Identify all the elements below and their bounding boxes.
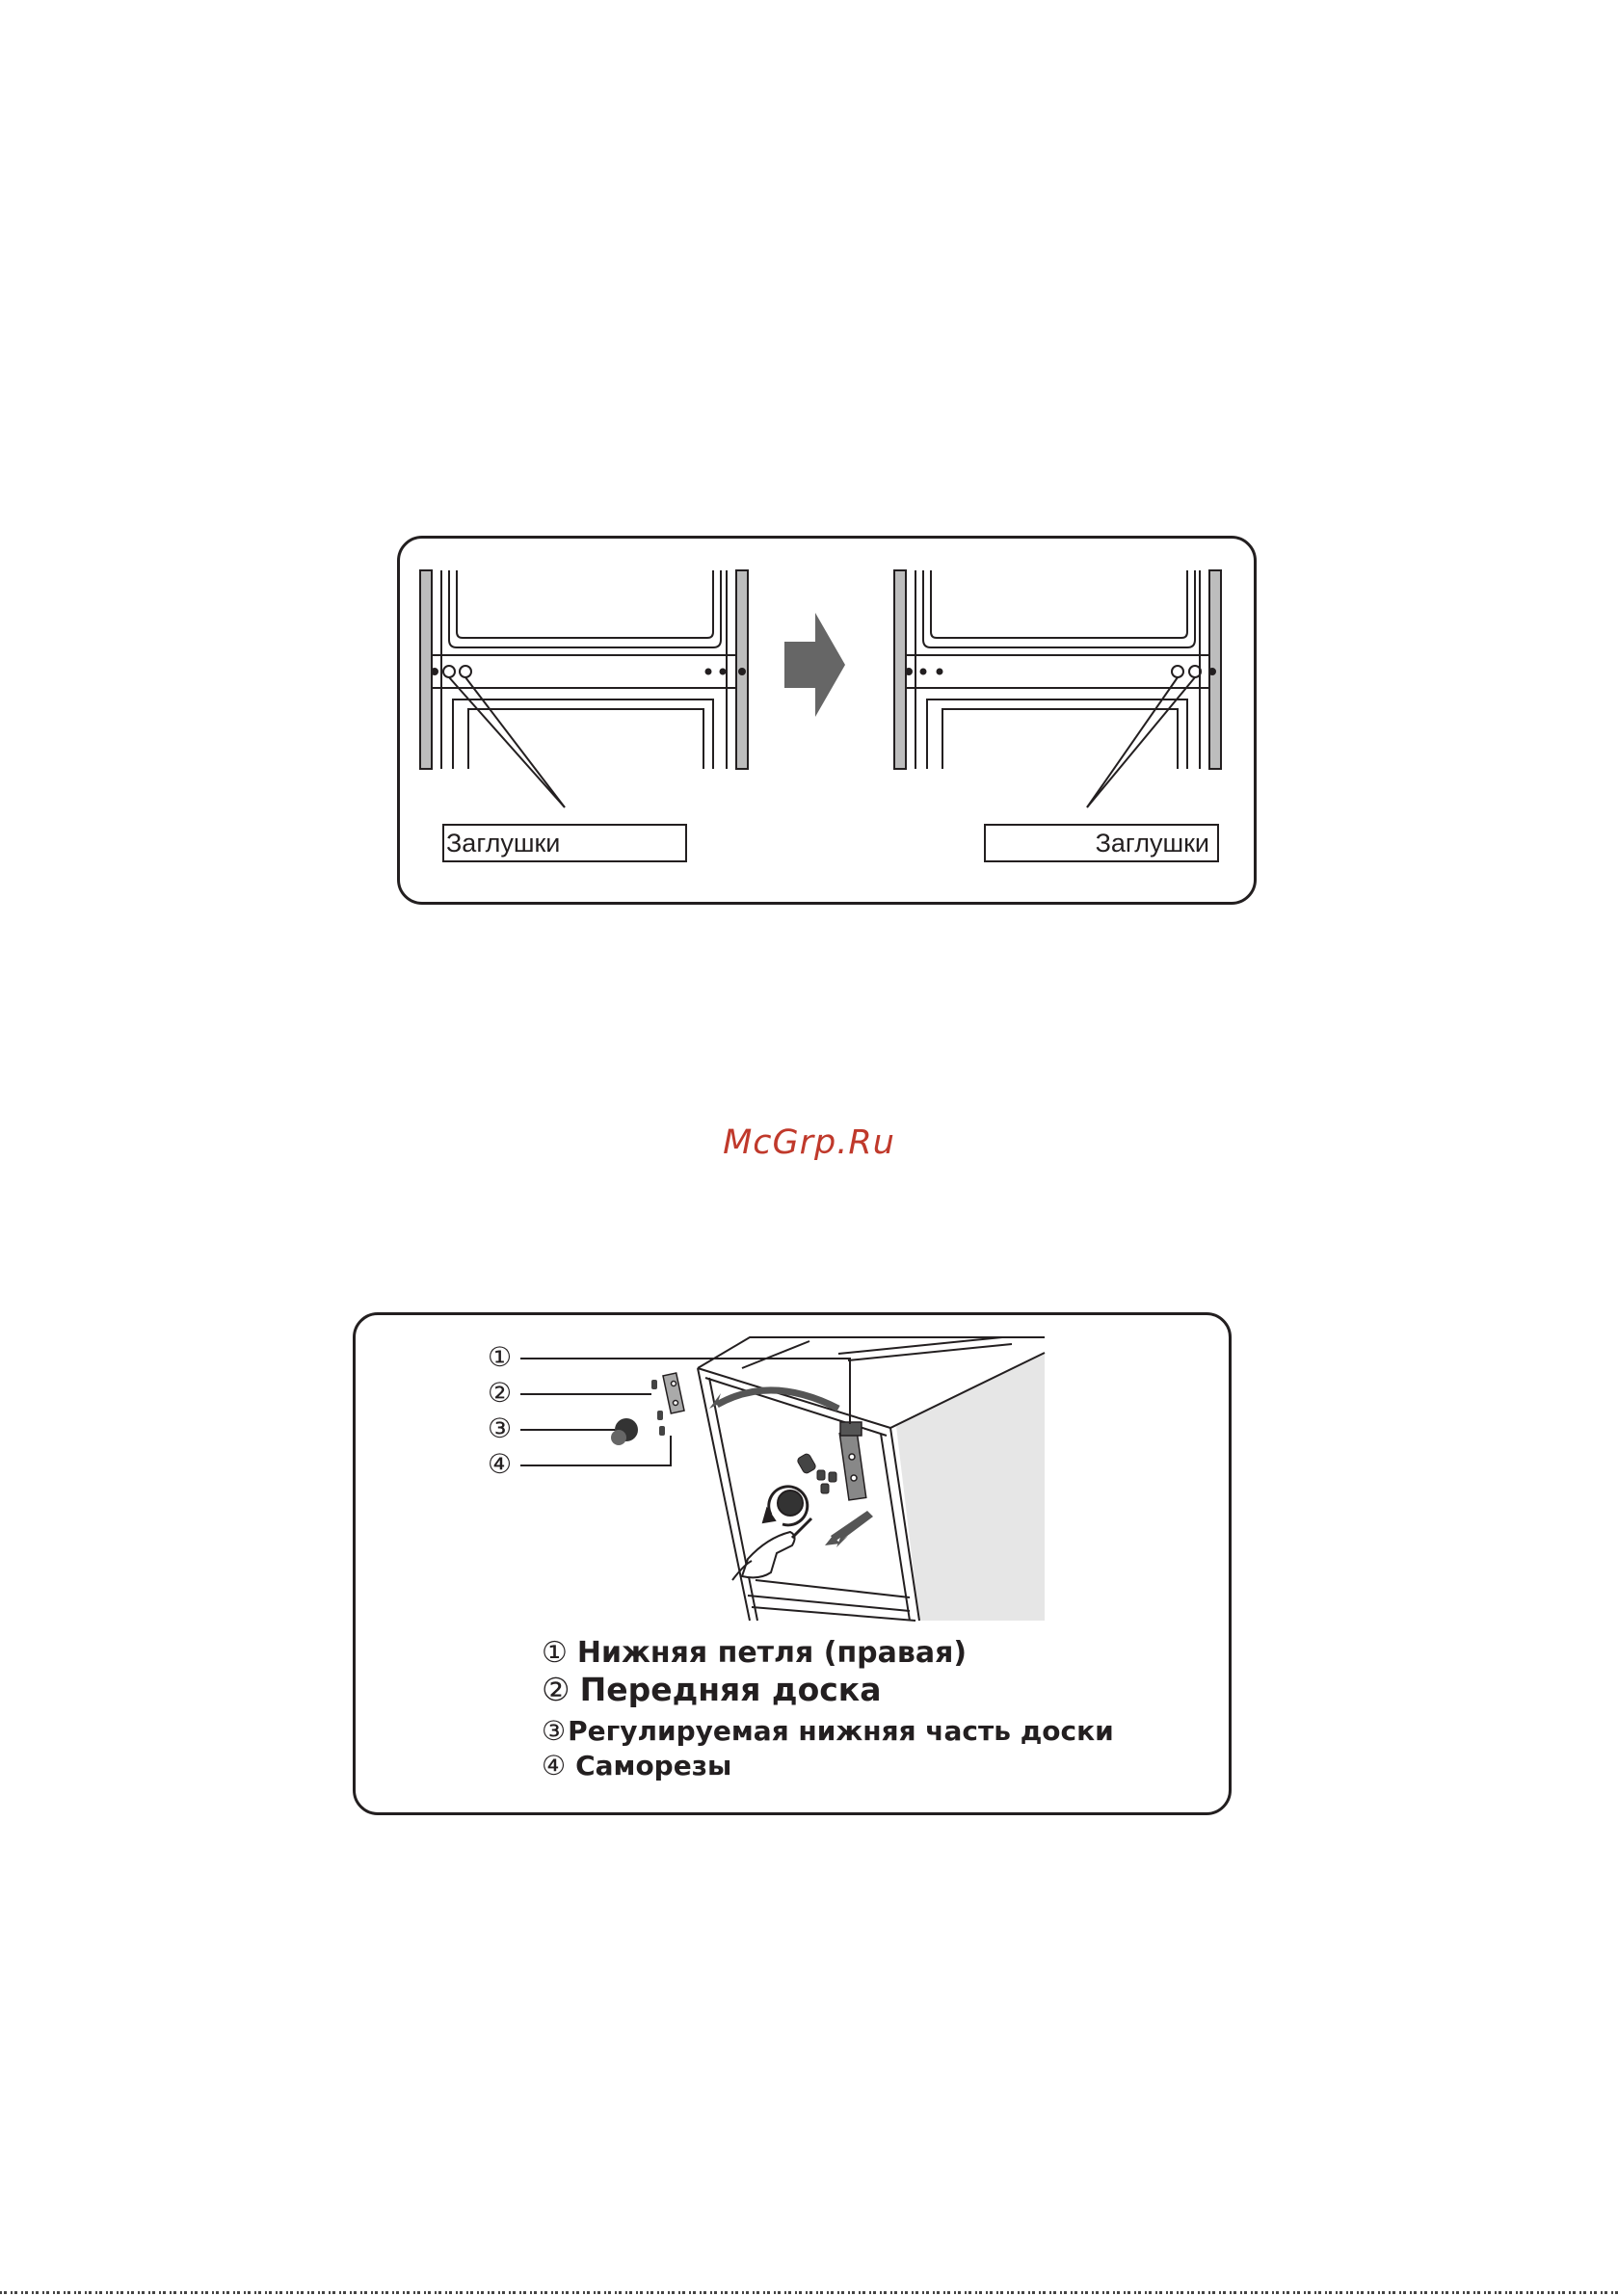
plugs-label-right: Заглушки [984,824,1219,862]
pull-arrow-icon [825,1511,873,1547]
callout-3: ③ [488,1412,513,1444]
callout-4: ④ [488,1448,513,1480]
legend-item-3 [542,1715,1114,1747]
legend-item-2 [542,1671,881,1708]
legend-text-4: Саморезы [575,1750,732,1781]
legend-text-1: Нижняя петля (правая) [576,1636,968,1670]
cabinet-side [896,1353,1045,1621]
adjustable-foot-part [611,1418,638,1445]
legend-text-3: Регулируемая нижняя часть доски [568,1715,1114,1747]
legend-num-1: ① [542,1636,568,1670]
legend-num-2: ② [542,1671,570,1708]
screws-part [651,1380,665,1436]
legend-num-4: ④ [542,1750,567,1781]
site-watermark: McGrp.Ru [723,1123,895,1162]
screws-set [796,1453,836,1493]
front-board-part [663,1373,684,1413]
callout-1: ① [488,1341,513,1373]
legend-num-3: ③ [542,1715,567,1747]
lower-hinge [839,1422,866,1500]
callout-2: ② [488,1377,513,1409]
page-bottom-border [0,2291,1618,2294]
adjustment-knob [763,1487,808,1525]
legend-item-4 [542,1750,731,1781]
plugs-label-left: Заглушки [442,824,687,862]
legend-item-1 [542,1636,967,1670]
legend-text-2: Передняя доска [579,1671,882,1708]
callout-leaders [520,1359,850,1465]
